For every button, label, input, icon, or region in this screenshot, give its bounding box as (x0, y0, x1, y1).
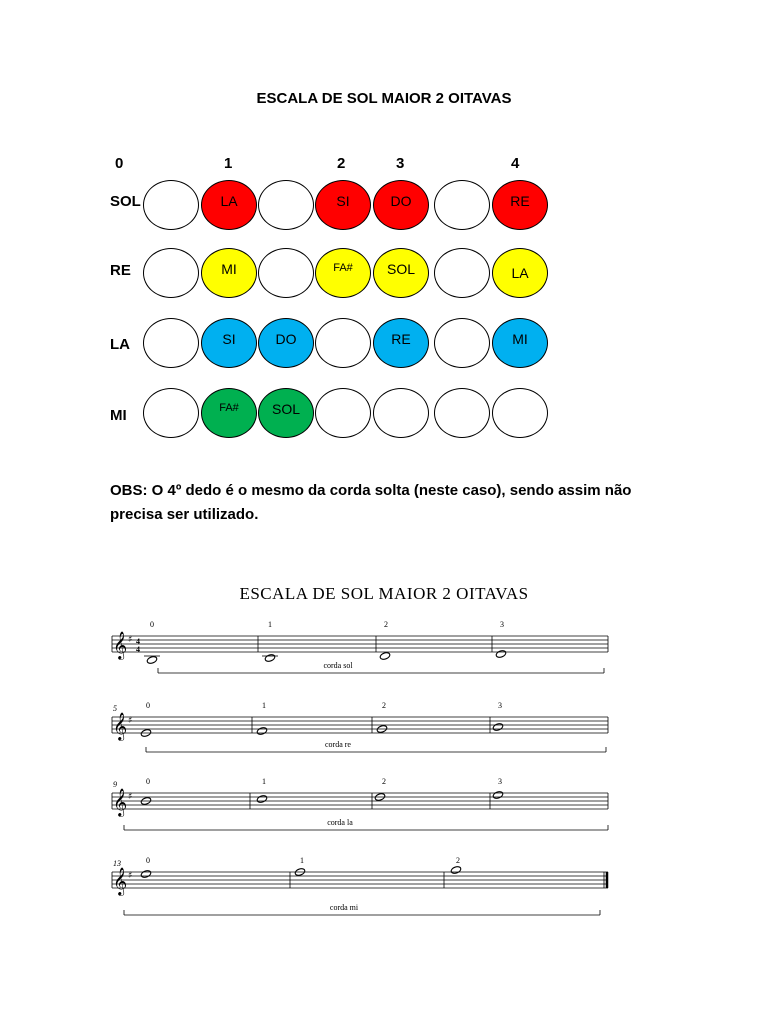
fingering-number: 2 (384, 620, 388, 629)
sheet-title: ESCALA DE SOL MAIOR 2 OITAVAS (239, 584, 529, 603)
finger-number-3: 3 (396, 155, 405, 172)
whole-note (140, 869, 151, 878)
sharp-icon: ♯ (128, 792, 133, 802)
whole-note (495, 649, 506, 658)
note-circle: SOL (373, 248, 429, 298)
measure-number: 13 (113, 859, 121, 868)
note-circle: RE (492, 180, 548, 230)
whole-note (492, 790, 503, 799)
string-name-label: corda la (327, 818, 353, 827)
string-name-label: corda re (325, 740, 351, 749)
finger-number-0: 0 (115, 155, 124, 172)
staff-system (112, 620, 608, 673)
fingering-number: 1 (262, 701, 266, 710)
note-circle: MI (492, 318, 548, 368)
finger-number-1: 1 (224, 155, 233, 172)
measure-number: 5 (113, 704, 117, 713)
whole-note (256, 794, 267, 803)
note-circle: MI (201, 248, 257, 298)
staff-system (112, 777, 608, 830)
note-circle: FA# (201, 388, 257, 438)
note-circle: LA (492, 248, 548, 298)
sharp-icon: ♯ (128, 716, 133, 726)
string-label-sol: SOL (110, 193, 141, 210)
note-circle: DO (258, 318, 314, 368)
page-title: ESCALA DE SOL MAIOR 2 OITAVAS (256, 90, 512, 107)
string-label-re: RE (110, 262, 131, 279)
whole-note (256, 726, 267, 735)
fingering-number: 3 (498, 701, 502, 710)
note-circle: LA (201, 180, 257, 230)
finger-number-2: 2 (337, 155, 346, 172)
fingering-number: 0 (146, 777, 150, 786)
finger-number-4: 4 (511, 155, 520, 172)
fingering-number: 3 (498, 777, 502, 786)
whole-note (379, 651, 390, 660)
fingering-number: 1 (300, 856, 304, 865)
whole-note (264, 653, 275, 662)
string-label-mi: MI (110, 407, 127, 424)
note-circle: DO (373, 180, 429, 230)
treble-clef-icon: 𝄞 (113, 788, 128, 816)
time-signature-bottom: 4 (136, 645, 140, 654)
note-circle: SOL (258, 388, 314, 438)
whole-note (146, 655, 157, 664)
fingering-number: 0 (146, 701, 150, 710)
string-name-label: corda mi (329, 903, 359, 912)
staff-system (112, 856, 608, 915)
fingering-number: 2 (382, 777, 386, 786)
treble-clef-icon: 𝄞 (113, 712, 128, 740)
fingering-number: 0 (150, 620, 154, 629)
note-circle: SI (201, 318, 257, 368)
fingering-number: 1 (262, 777, 266, 786)
fingering-number: 3 (500, 620, 504, 629)
whole-note (450, 865, 461, 874)
fingering-number: 2 (382, 701, 386, 710)
observation-note: OBS: O 4º dedo é o mesmo da corda solta (neste caso), sendo assim não precisa ser utilizado. (110, 482, 632, 523)
fingering-number: 2 (456, 856, 460, 865)
fingering-number: 1 (268, 620, 272, 629)
string-label-la: LA (110, 336, 130, 353)
fingering-number: 0 (146, 856, 150, 865)
sharp-icon: ♯ (128, 635, 133, 645)
note-circle: RE (373, 318, 429, 368)
string-name-label: corda sol (323, 661, 353, 670)
treble-clef-icon: 𝄞 (113, 867, 128, 895)
treble-clef-icon: 𝄞 (113, 631, 128, 659)
note-circle: FA# (315, 248, 371, 298)
staff-system (112, 701, 608, 752)
whole-note (492, 722, 503, 731)
time-signature-top: 4 (136, 637, 140, 646)
sharp-icon: ♯ (128, 871, 133, 881)
measure-number: 9 (113, 780, 117, 789)
note-circle: SI (315, 180, 371, 230)
